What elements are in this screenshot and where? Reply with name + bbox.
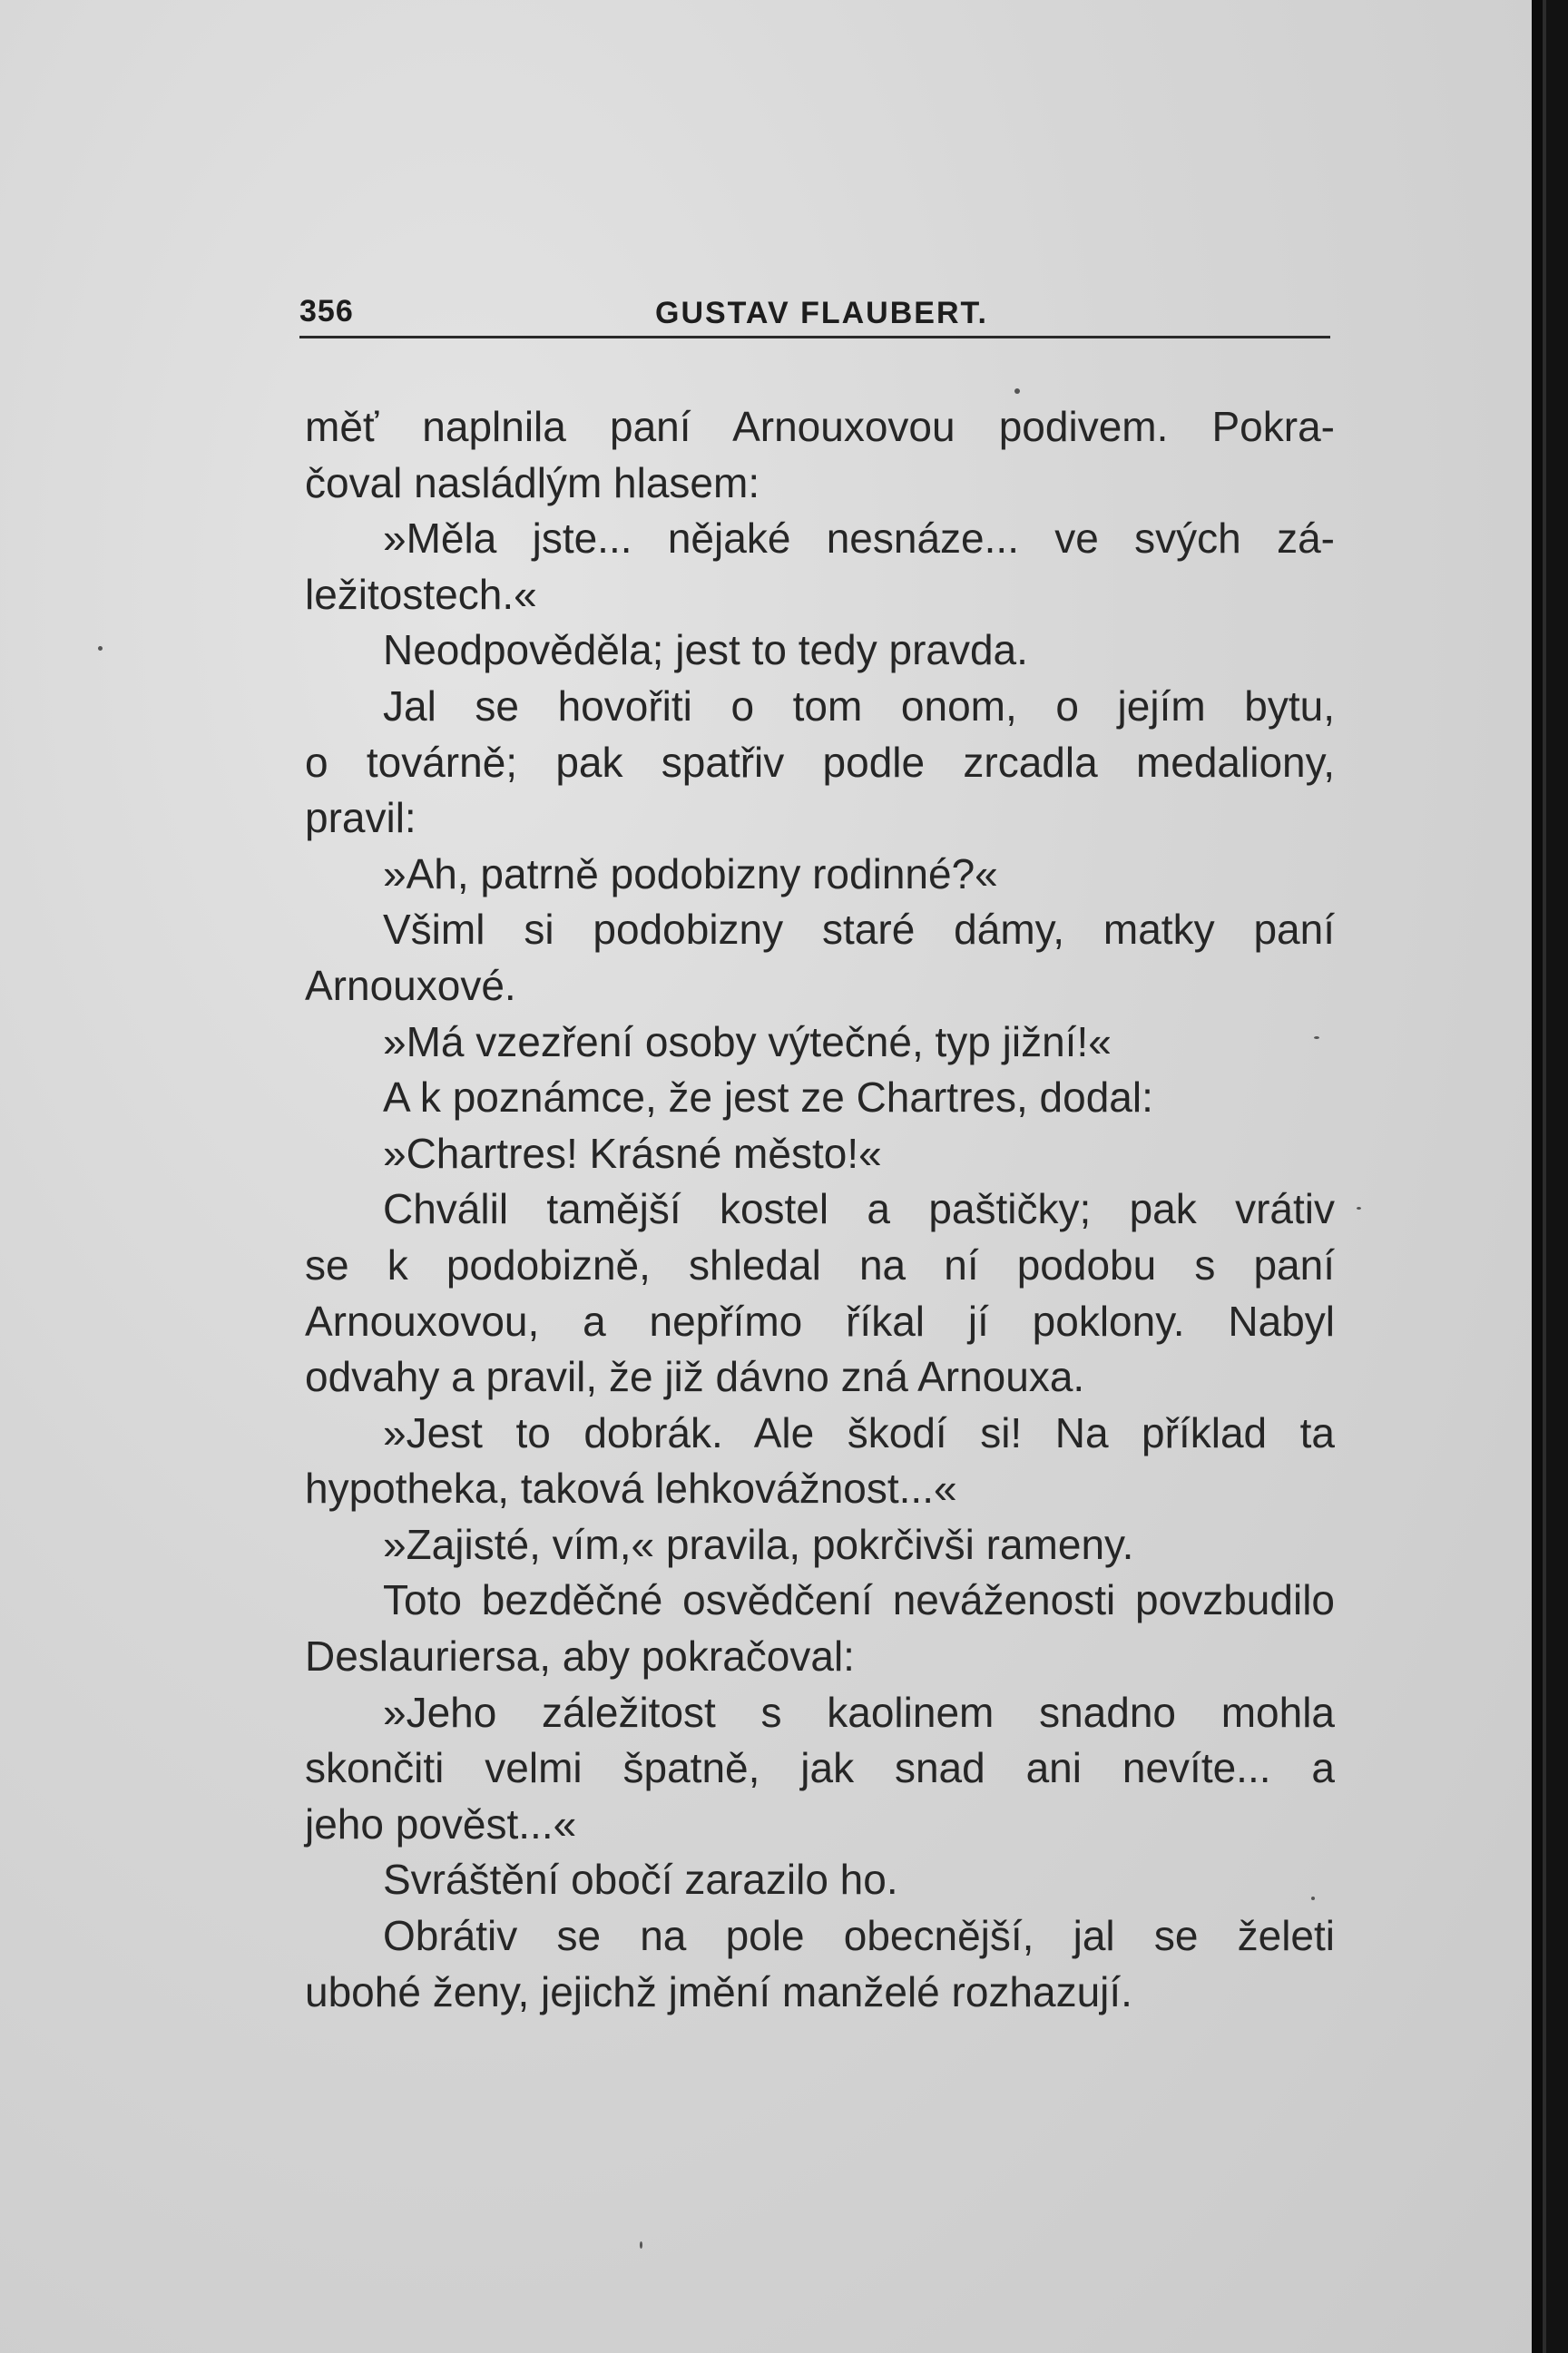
- text-line: skončiti velmi špatně, jak snad ani nevíte... a: [305, 1744, 1335, 1792]
- text-line: »Má vzezření osoby výtečné, typ jižní!«: [383, 1017, 1112, 1065]
- text-line: Deslauriersa, aby pokračoval:: [305, 1632, 855, 1681]
- text-line: »Ah, patrně podobizny rodinné?«: [383, 849, 998, 897]
- text-line: pravil:: [305, 794, 416, 842]
- print-speck: [1014, 388, 1020, 394]
- text-line: »Jeho záležitost s kaolinem snadno mohla: [383, 1688, 1335, 1736]
- text-line: jeho pověst...«: [305, 1799, 577, 1848]
- text-line: Arnouxovou, a nepřímo říkal jí poklony. Nabyl: [305, 1297, 1335, 1345]
- text-line: odvahy a pravil, že již dávno zná Arnouxa.: [305, 1353, 1085, 1401]
- header-rule: [299, 336, 1330, 338]
- text-line: Neodpověděla; jest to tedy pravda.: [383, 626, 1028, 674]
- text-line: »Zajisté, vím,« pravila, pokrčivši rameny.: [383, 1520, 1134, 1568]
- text-line: se k podobizně, shledal na ní podobu s paní: [305, 1240, 1335, 1289]
- print-speck: [640, 2241, 642, 2249]
- text-line: měť naplnila paní Arnouxovou podivem. Pokra-: [305, 403, 1335, 450]
- print-speck: [1357, 1207, 1361, 1210]
- text-line: Arnouxové.: [305, 961, 516, 1009]
- text-line: ubohé ženy, jejichž jmění manželé rozhazují.: [305, 1967, 1132, 2015]
- text-line: Svráštění obočí zarazilo ho.: [383, 1856, 898, 1904]
- text-line: »Měla jste... nějaké nesnáze... ve svých zá-: [383, 515, 1335, 563]
- text-line: Všiml si podobizny staré dámy, matky paní: [383, 906, 1335, 954]
- text-line: Toto bezděčné osvědčení neváženosti povzbudilo: [383, 1576, 1335, 1624]
- text-line: Jal se hovořiti o tom onom, o jejím bytu,: [383, 681, 1335, 730]
- text-line: Obrátiv se na pole obecnější, jal se želeti: [383, 1912, 1335, 1960]
- text-line: A k poznámce, že jest ze Chartres, dodal:: [383, 1074, 1153, 1122]
- page-edge-shadow: [1532, 0, 1568, 2353]
- print-speck: [98, 646, 103, 651]
- page-header: [299, 289, 1330, 330]
- text-line: čoval nasládlým hlasem:: [305, 458, 760, 506]
- text-line: »Chartres! Krásné město!«: [383, 1129, 882, 1177]
- body-text: [305, 399, 1335, 2020]
- text-line: o továrně; pak spatřiv podle zrcadla medaliony,: [305, 738, 1335, 786]
- page-number: 356: [299, 294, 354, 328]
- text-line: Chválil tamější kostel a paštičky; pak vrátiv: [383, 1185, 1335, 1233]
- text-line: hypotheka, taková lehkovážnost...«: [305, 1465, 957, 1513]
- text-line: »Jest to dobrák. Ale škodí si! Na příklad ta: [383, 1408, 1335, 1456]
- running-title: GUSTAV FLAUBERT.: [655, 296, 988, 330]
- text-line: ležitostech.«: [305, 570, 537, 618]
